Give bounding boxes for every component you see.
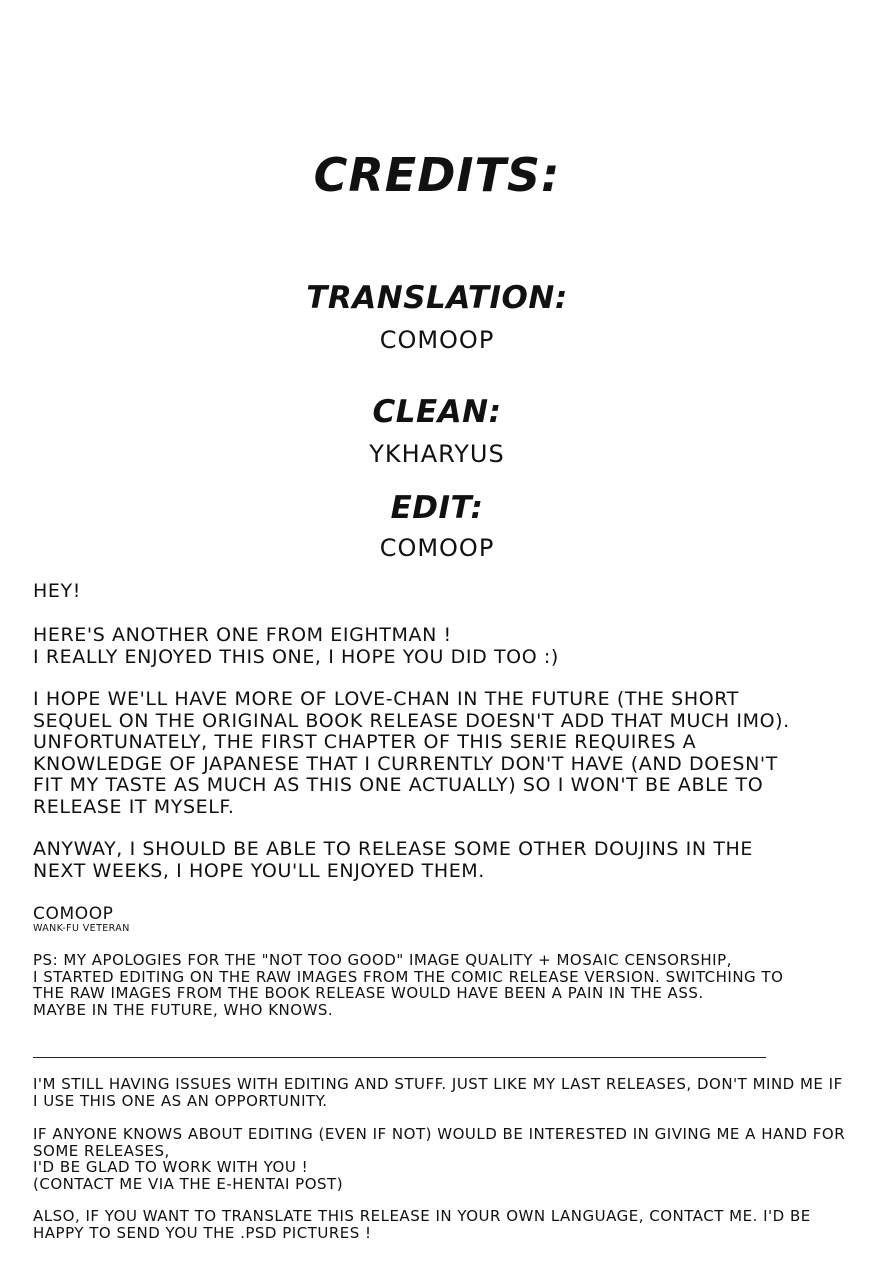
paragraph-line: HERE'S ANOTHER ONE FROM EIGHTMAN ! bbox=[33, 624, 452, 646]
paragraph-1 bbox=[33, 625, 853, 668]
edit-heading: EDIT: bbox=[390, 490, 484, 526]
greeting: HEY! bbox=[33, 580, 81, 602]
footer-line: I USE THIS ONE AS AN OPPORTUNITY. bbox=[33, 1091, 328, 1110]
paragraph-line: ANYWAY, I SHOULD BE ABLE TO RELEASE SOME OTHER DOUJINS IN THE bbox=[33, 838, 754, 860]
paragraph-line: FIT MY TASTE AS MUCH AS THIS ONE ACTUALLY) SO I WON'T BE ABLE TO bbox=[33, 774, 764, 796]
footer-line: SOME RELEASES, bbox=[33, 1141, 170, 1160]
footer-line: I'M STILL HAVING ISSUES WITH EDITING AND STUFF. JUST LIKE MY LAST RELEASES, DON'T MIND ME IF bbox=[33, 1075, 843, 1093]
footer-line: HAPPY TO SEND YOU THE .PSD PICTURES ! bbox=[33, 1223, 372, 1242]
footer-line: IF ANYONE KNOWS ABOUT EDITING (EVEN IF NOT) WOULD BE INTERESTED IN GIVING ME A HAND FOR bbox=[33, 1125, 846, 1143]
ps-note bbox=[33, 952, 853, 1018]
ps-line: I STARTED EDITING ON THE RAW IMAGES FROM THE COMIC RELEASE VERSION. SWITCHING TO bbox=[33, 967, 784, 986]
ps-line: PS: MY APOLOGIES FOR THE "NOT TOO GOOD" IMAGE QUALITY + MOSAIC CENSORSHIP, bbox=[33, 951, 732, 969]
footer-line: (CONTACT ME VIA THE E-HENTAI POST) bbox=[33, 1174, 344, 1193]
ps-line: THE RAW IMAGES FROM THE BOOK RELEASE WOULD HAVE BEEN A PAIN IN THE ASS. bbox=[33, 984, 704, 1002]
paragraph-line: I HOPE WE'LL HAVE MORE OF LOVE-CHAN IN THE FUTURE (THE SHORT bbox=[33, 688, 739, 710]
footer-line: ALSO, IF YOU WANT TO TRANSLATE THIS RELEASE IN YOUR OWN LANGUAGE, CONTACT ME. I'D BE bbox=[33, 1207, 811, 1225]
ps-line: MAYBE IN THE FUTURE, WHO KNOWS. bbox=[33, 1000, 334, 1019]
clean-name: YKHARYUS bbox=[369, 440, 505, 468]
paragraph-line: NEXT WEEKS, I HOPE YOU'LL ENJOYED THEM. bbox=[33, 859, 485, 882]
translation-name: COMOOP bbox=[379, 326, 495, 354]
paragraph-line: I REALLY ENJOYED THIS ONE, I HOPE YOU DID TOO :) bbox=[33, 645, 559, 668]
credits-title: CREDITS: bbox=[313, 148, 561, 202]
clean-heading: CLEAN: bbox=[372, 394, 502, 430]
signature-block bbox=[33, 905, 853, 934]
paragraph-3 bbox=[33, 839, 853, 882]
paragraph-line: RELEASE IT MYSELF. bbox=[33, 795, 235, 818]
footer-note-1 bbox=[33, 1076, 853, 1109]
divider-line bbox=[33, 1057, 766, 1058]
signature: COMOOP bbox=[33, 904, 114, 924]
signature-subtitle: WANK-FU VETERAN bbox=[33, 923, 130, 934]
paragraph-line: UNFORTUNATELY, THE FIRST CHAPTER OF THIS SERIE REQUIRES A bbox=[33, 731, 697, 753]
edit-name: COMOOP bbox=[379, 534, 495, 562]
paragraph-line: SEQUEL ON THE ORIGINAL BOOK RELEASE DOESN'T ADD THAT MUCH IMO). bbox=[33, 709, 790, 732]
translation-heading: TRANSLATION: bbox=[306, 280, 568, 316]
footer-note-2 bbox=[33, 1126, 853, 1192]
paragraph-2 bbox=[33, 689, 853, 818]
footer-note-3 bbox=[33, 1208, 853, 1241]
footer-line: I'D BE GLAD TO WORK WITH YOU ! bbox=[33, 1158, 309, 1176]
paragraph-line: KNOWLEDGE OF JAPANESE THAT I CURRENTLY DON'T HAVE (AND DOESN'T bbox=[33, 752, 778, 775]
